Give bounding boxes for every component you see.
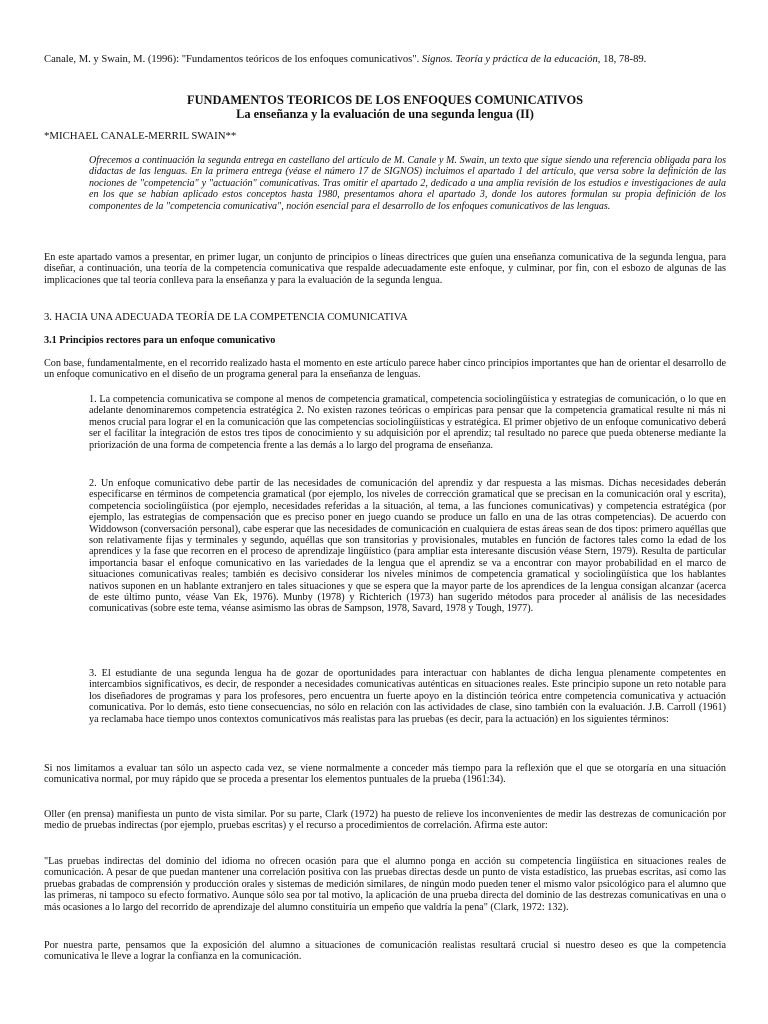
principle-item-2: 2. Un enfoque comunicativo debe partir de las necesidades de comunicación del aprendiz y dar respuesta a las mismas. Dichas necesidades deberán especificarse en términos de competencia gramatical (por ejemplo, los niveles de corrección gramatical que se precisan en la comunicación oral y escrita), competencia sociolingüística (por ejemplo, necesidades referidas a la situación, al tema, a las funciones comunicativas) y competencia estratégica (por ejemplo, las estrategias de compensación que es preciso poner en juego cuando se produce un fallo en una de las otras competencias). De acuerdo con Widdowson (conversación personal), cabe esperar que las necesidades de comunicación en cualquiera de estas áreas sean de dos tipos: primero aquéllas que son relativamente fijas y terminales y segundo, aquéllas que son transitorias y provisionales, mutables en función de factores tales como la edad de los aprendices y la fase que recorren en el proceso de aprendizaje lingüístico (para ampliar esta interesante discusión véase Stern, 1979). Resulta de particular importancia basar el enfoque comunicativo en las variedades de la lengua que el aprendiz se va a encontrar con mayor probabilidad en el marco de situaciones comunicativas reales; también es decisivo considerar los niveles mínimos de competencia gramatical y sociolingüística que los hablantes nativos suponen en un hablante extranjero en tales situaciones y que se espera que la mayor parte de los aprendices de la lengua consigan alcanzar (acerca de este último punto, véase Van Ek, 1976). Munby (1978) y Richterich (1973) han sugerido métodos para proceder al análisis de las necesidades comunicativas (sobre este tema, véanse asimismo las obras de Sampson, 1978, Savard, 1978 y Tough, 1977). [89,478,726,615]
closing-paragraph: Por nuestra parte, pensamos que la exposición del alumno a situaciones de comunicación realistas resultará crucial si nuestro deseo es que la competencia comunicativa le lleve a lograr la confianza en la comunicación. [44,940,726,963]
citation [44,54,726,66]
carroll-quote: Si nos limitamos a evaluar tan sólo un aspecto cada vez, se viene normalmente a conceder más tiempo para la reflexión que el que se otorgaría en una situación comunicativa normal, por muy rápido que se proceda a presentar los elementos puntuales de la prueba (1961:34). [44,763,726,786]
citation-authors: Canale, M. y Swain, M. (1996): "Fundamentos teóricos de los enfoques comunicativos". [44,54,422,65]
article-title: FUNDAMENTOS TEORICOS DE LOS ENFOQUES COMUNICATIVOS [187,93,583,107]
intro-paragraph: En este apartado vamos a presentar, en primer lugar, un conjunto de principios o líneas directrices que guíen una enseñanza comunicativa de la segunda lengua, para diseñar, a continuación, una teoría de la competencia comunicativa que respalde adecuadamente este enfoque, y culminar, por fin, con el esbozo de algunas de las implicaciones que tal teoría conlleva para la enseñanza y para la evaluación de la segunda lengua. [44,252,726,286]
principle-item-3: 3. El estudiante de una segunda lengua ha de gozar de oportunidades para interactuar con hablantes de dicha lengua plenamente competentes en intercambios significativos, es decir, de responder a necesidades comunicativas auténticas en situaciones reales. Este principio supone un reto notable para los diseñadores de programas y para los profesores, pero encuentra un fuerte apoyo en la distinción teórica entre competencia comunicativa y actuación comunicativa. Por lo demás, esto tiene consecuencias, no sólo en relación con las actividades de clase, sino también con la evaluación. J.B. Carroll (1961) ya reclamaba hace tiempo unos contextos comunicativos más realistas para las pruebas (es decir, para la actuación) en los siguientes términos: [89,668,726,725]
oller-paragraph: Oller (en prensa) manifiesta un punto de vista similar. Por su parte, Clark (1972) ha puesto de relieve los inconvenientes de medir las destrezas de comunicación por medio de pruebas indirectas (por ejemplo, pruebas escritas) y el recurso a procedimientos de correlación. Afirma este autor: [44,809,726,832]
subsection-heading: 3.1 Principios rectores para un enfoque comunicativo [44,335,276,346]
clark-quote: "Las pruebas indirectas del dominio del idioma no ofrecen ocasión para que el alumno ponga en acción su competencia lingüística en situaciones reales de comunicación. A pesar de que puedan mantener una correlación positiva con las pruebas directas desde un punto de vista estadístico, las pruebas escritas, así como las pruebas grabadas de comprensión y producción orales y sistemas de medición similares, de ningún modo pueden tener el mismo valor psicológico para el alumno que las primeras, ni tampoco su efecto formativo. Aunque sólo sea por tal motivo, la aplicación de una prueba directa del dominio de las destrezas comunicativas en una o más ocasiones a lo largo del recorrido de aprendizaje del alumno constituiría un empeño que valdría la pena" (Clark, 1972: 132). [44,856,726,913]
citation-journal: Signos. Teoría y práctica de la educación [421,54,598,65]
article-subtitle: La enseñanza y la evaluación de una segunda lengua (II) [236,107,534,121]
principles-intro-paragraph: Con base, fundamentalmente, en el recorrido realizado hasta el momento en este artículo parece haber cinco principios importantes que han de orientar el desarrollo de un enfoque comunicativo en el diseño de un programa general para la enseñanza de lenguas. [44,358,726,381]
section-heading: 3. HACIA UNA ADECUADA TEORÍA DE LA COMPETENCIA COMUNICATIVA [44,312,408,323]
citation-rest: , 18, 78-89. [597,54,647,65]
abstract: Ofrecemos a continuación la segunda entrega en castellano del artículo de M. Canale y M. Swain, un texto que sigue siendo una referencia obligada para los didactas de las lenguas. En la primera entrega (véase el número 17 de SIGNOS) incluimos el apartado 1 del artículo, que versa sobre la definición de las nociones de "competencia" y "actuación" comunicativas. Tras omitir el apartado 2, dedicado a una amplia revisión de los estudios e investigaciones de aula en los que se habían aplicado estos conceptos hasta 1980, presentamos ahora el apartado 3, donde los autores formulan su propia definición de los componentes de la "competencia comunicativa", noción esencial para el desarrollo de los enfoques comunicativos de las lenguas. [89,155,726,212]
principle-item-1: 1. La competencia comunicativa se compone al menos de competencia gramatical, competencia sociolingüística y estrategias de comunicación, o lo que en adelante denominaremos competencia estratégica 2. No existen razones teóricas o empíricas para pensar que la competencia gramatical resulte ni más ni menos crucial para lograr el en la comunicación que las competencias sociolingüísticas y estratégica. El primer objetivo de un enfoque comunicativo deberá ser el facilitar la integración de estos tres tipos de conocimiento y su adquisición por el aprendiz; tal resultado no parece que pueda obtenerse mediante la priorización de una forma de competencia frente a las demás a lo largo del programa de enseñanza. [89,394,726,451]
authors-line: *MICHAEL CANALE-MERRIL SWAIN** [44,130,237,142]
